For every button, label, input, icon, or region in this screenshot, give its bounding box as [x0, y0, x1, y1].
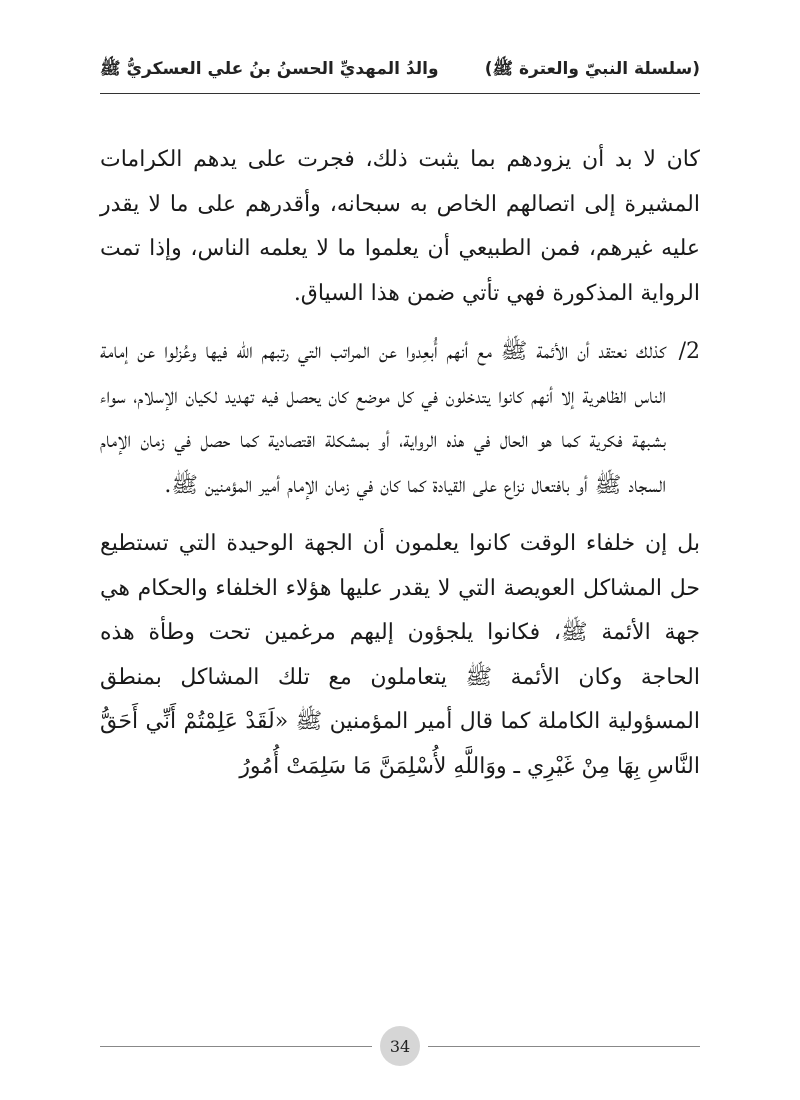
- list-item-text: كذلك نعتقد أن الأئمة ﷺ مع أنهم أُبعِدوا عن المراتب التي رتبهم الله فيها وعُزلوا عن إمامة الناس الظاهرية إلا أنهم كانوا يتدخلون في كل موضع كان يحصل فيه تهديد لكيان الإسلام، سواء بشبهة فكرية كما هو الحال في هذه الرواية، أو بمشكلة اقتصادية كما حصل في زمان الإمام السجاد ﷺ أو بافتعال نزاع على القيادة كما كان في زمان الإمام أمير المؤمنين ﷺ.: [100, 339, 666, 498]
- footer-divider-left: [100, 1046, 372, 1047]
- page-number: 34: [380, 1026, 420, 1066]
- page-header: [100, 52, 700, 88]
- paragraph-1: كان لا بد أن يزودهم بما يثبت ذلك، فجرت على يدهم الكرامات المشيرة إلى اتصالهم الخاص به سبحانه، وأقدرهم على ما لا يقدر عليه غيرهم، فمن الطبيعي أن يعلموا ما لا يعلمه الناس، وإذا تمت الرواية المذكورة فهي تأتي ضمن هذا السياق.: [100, 147, 700, 306]
- book-title: والدُ المهديِّ الحسنُ بنُ علي العسكريُّ ﷺ: [100, 58, 439, 79]
- header-divider: [100, 93, 700, 94]
- list-item: [100, 330, 700, 508]
- footer-divider-right: [428, 1046, 700, 1047]
- series-title: (سلسلة النبيّ والعترة ﷺ): [484, 58, 700, 79]
- list-item-marker: 2/: [678, 339, 700, 364]
- paragraph-2: بل إن خلفاء الوقت كانوا يعلمون أن الجهة الوحيدة التي تستطيع حل المشاكل العويصة التي لا يقدر عليها هؤلاء الخلفاء والحكام هي جهة الأئمة ﷺ، فكانوا يلجؤون إليهم مرغمين تحت وطأة هذه الحاجة وكان الأئمة ﷺ يتعاملون مع تلك المشاكل بمنطق المسؤولية الكاملة كما قال أمير المؤمنين ﷺ «لَقَدْ عَلِمْتُمْ أَنِّي أَحَقُّ النَّاسِ بِهَا مِنْ غَيْرِي ـ ووَاللَّهِ لأُسْلِمَنَّ مَا سَلِمَتْ أُمُورُ: [100, 531, 700, 779]
- page-body: [100, 138, 700, 789]
